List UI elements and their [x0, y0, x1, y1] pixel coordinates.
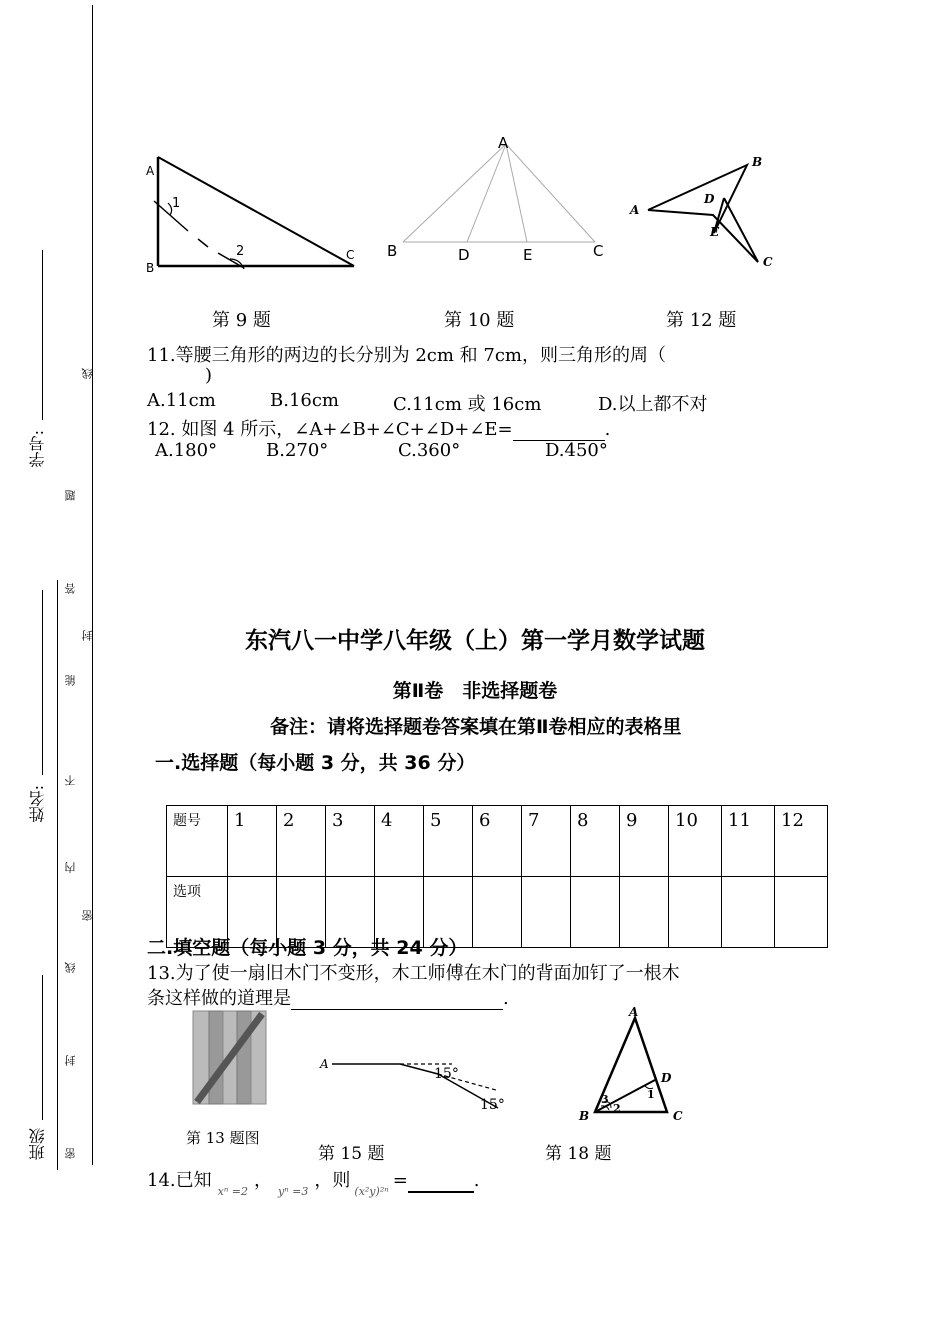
caption-fig10: 第 10 题 [444, 310, 515, 331]
answer-cell[interactable] [571, 877, 620, 948]
table-cell: 6 [473, 806, 522, 877]
label-d: D [458, 246, 470, 264]
table-cell: 11 [722, 806, 775, 877]
q12-option-a: A.180° [155, 440, 218, 461]
label-2: 2 [613, 1102, 621, 1115]
label-c: C [346, 248, 355, 262]
figure-15 [318, 1052, 508, 1114]
label-a: A [320, 1057, 329, 1071]
label-angle1: 15° [434, 1066, 459, 1082]
label-b: B [752, 155, 763, 169]
q14-eq: = [392, 1170, 408, 1191]
q11-stem: 11.等腰三角形的两边的长分别为 2cm 和 7cm，则三角形的周（ [147, 345, 666, 366]
answer-cell[interactable] [620, 877, 669, 948]
q14-line [147, 1166, 480, 1198]
label-e: E [710, 225, 720, 239]
q14-expr: (x²y)²ⁿ [354, 1185, 389, 1198]
q12-end: . [604, 419, 611, 440]
q14-then: ，则 [314, 1170, 351, 1191]
q12-option-b: B.270° [266, 440, 329, 461]
table-cell: 12 [775, 806, 828, 877]
q13-end: . [503, 988, 509, 1009]
label-a: A [146, 164, 155, 178]
margin-rule [57, 580, 58, 1170]
label-1: 1 [647, 1088, 655, 1101]
label-a: A [629, 1005, 639, 1019]
figure-13 [192, 1010, 268, 1106]
q14-sep: ， [254, 1170, 273, 1191]
seal-char: 线 [64, 962, 77, 973]
table-row [167, 806, 828, 877]
label-1: 1 [172, 196, 181, 211]
figure-18 [575, 1002, 695, 1124]
name-label: 姓名: [28, 785, 47, 823]
label-3: 3 [601, 1093, 609, 1106]
q11-option-c: C.11cm 或 16cm [393, 394, 542, 415]
class-blank [42, 975, 43, 1120]
q14-answer-blank[interactable] [408, 1170, 474, 1193]
student-no-label: 学号: [28, 430, 47, 468]
q11-option-b: B.16cm [270, 390, 340, 411]
seal-char: 封 [64, 1055, 77, 1066]
q14-end: . [473, 1170, 480, 1191]
label-b: B [579, 1109, 590, 1123]
q14-cond2: yⁿ =3 [278, 1185, 309, 1198]
label-b: B [146, 261, 155, 275]
q13-stem: 条这样做的道理是 [147, 988, 291, 1009]
figure-9 [140, 145, 370, 280]
caption-fig18: 第 18 题 [545, 1144, 612, 1164]
caption-fig9: 第 9 题 [212, 310, 271, 331]
figure-12 [628, 150, 783, 275]
page-subtitle: 第Ⅱ卷 非选择题卷 [392, 680, 558, 702]
q13-line1: 13.为了使一扇旧木门不变形，木工师傅在木门的背面加钉了一根木 [147, 963, 680, 984]
figure-10 [385, 132, 615, 267]
q12-answer-blank[interactable] [513, 419, 605, 441]
row-label-option: 选项 [167, 877, 228, 948]
q12-option-c: C.360° [398, 440, 461, 461]
q12-option-d: D.450° [545, 440, 608, 461]
section1-heading: 一.选择题（每小题 3 分，共 36 分） [155, 752, 476, 774]
table-cell: 5 [424, 806, 473, 877]
page-title: 东汽八一中学八年级（上）第一学月数学试题 [245, 628, 705, 654]
label-e: E [523, 246, 533, 264]
label-a: A [498, 134, 509, 152]
table-cell: 1 [228, 806, 277, 877]
label-d: D [704, 192, 715, 206]
answer-cell[interactable] [473, 877, 522, 948]
seal-char: 答 [64, 583, 77, 594]
class-label: 班级 [28, 1128, 47, 1160]
table-cell: 10 [669, 806, 722, 877]
table-cell: 4 [375, 806, 424, 877]
label-d: D [661, 1071, 672, 1085]
row-label-number: 题号 [167, 806, 228, 877]
label-a: A [630, 203, 640, 217]
q11-option-d: D.以上都不对 [598, 394, 708, 415]
label-c: C [763, 255, 773, 269]
table-cell: 7 [522, 806, 571, 877]
seal-char: 密 [81, 910, 94, 921]
seal-char: 封 [81, 630, 94, 641]
q13-line2 [147, 984, 509, 1010]
q14-cond1: xⁿ =2 [217, 1185, 249, 1198]
answer-cell[interactable] [775, 877, 828, 948]
q12-line [147, 415, 610, 441]
caption-fig15: 第 15 题 [318, 1144, 385, 1164]
table-cell: 8 [571, 806, 620, 877]
seal-char: 能 [64, 675, 77, 686]
q12-stem: 12. 如图 4 所示，∠A+∠B+∠C+∠D+∠E= [147, 419, 513, 440]
answer-cell[interactable] [522, 877, 571, 948]
answer-cell[interactable] [669, 877, 722, 948]
answer-table [166, 805, 828, 948]
caption-fig12: 第 12 题 [666, 310, 737, 331]
label-b: B [387, 242, 398, 260]
answer-cell[interactable] [722, 877, 775, 948]
label-angle2: 15° [480, 1097, 505, 1113]
q11-stem-close: ) [205, 365, 213, 386]
caption-fig13: 第 13 题图 [186, 1129, 260, 1147]
q14-prefix: 14.已知 [147, 1170, 212, 1191]
page-note: 备注：请将选择题卷答案填在第Ⅱ卷相应的表格里 [270, 716, 682, 738]
seal-char: 不 [64, 775, 77, 786]
seal-char: 线 [81, 368, 94, 379]
seal-char: 密 [64, 1148, 77, 1159]
seal-char: 题 [64, 490, 77, 501]
label-c: C [673, 1109, 683, 1123]
table-cell: 2 [277, 806, 326, 877]
student-no-blank [42, 250, 43, 420]
label-2: 2 [236, 244, 245, 259]
table-cell: 3 [326, 806, 375, 877]
binding-line [92, 5, 93, 1165]
seal-char: 内 [64, 862, 77, 873]
table-cell: 9 [620, 806, 669, 877]
q13-answer-blank[interactable] [291, 988, 503, 1010]
section2-heading: 二.填空题（每小题 3 分，共 24 分） [147, 937, 468, 959]
q11-option-a: A.11cm [147, 390, 216, 411]
label-c: C [593, 242, 604, 260]
